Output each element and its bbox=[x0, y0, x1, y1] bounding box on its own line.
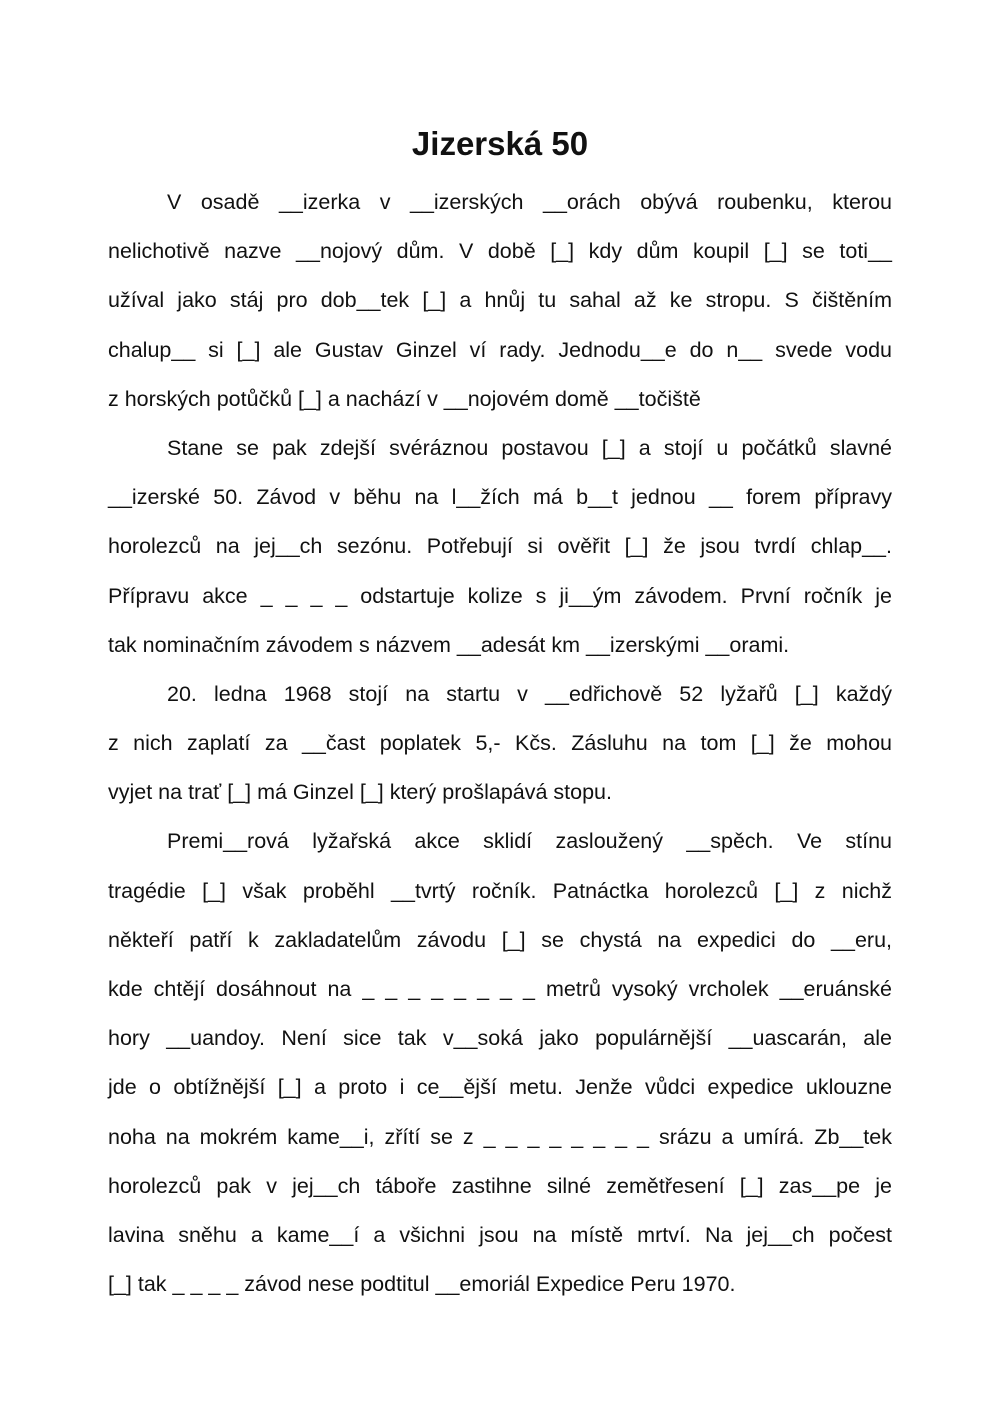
paragraph-1 bbox=[108, 178, 892, 424]
text-line: tak nominačním závodem s názvem __adesát km __izerskými __orami. bbox=[108, 632, 790, 657]
text-line: lavina sněhu a kame__í a všichni jsou na místě mrtví. Na jej__ch počest bbox=[108, 1222, 892, 1247]
text-line: [_] tak _ _ _ _ závod nese podtitul __emoriál Expedice Peru 1970. bbox=[108, 1272, 736, 1297]
text-line: chalup__ si [_] ale Gustav Ginzel ví rady. Jednodu__e do n__ svede vodu bbox=[108, 337, 892, 362]
text-line: horolezců pak v jej__ch táboře zastihne silné zemětřesení [_] zas__pe je bbox=[108, 1173, 892, 1198]
text-line: Premi__rová lyžařská akce sklidí zasloužený __spěch. Ve stínu bbox=[167, 829, 892, 854]
text-line: kde chtějí dosáhnout na _ _ _ _ _ _ _ _ metrů vysoký vrcholek __eruánské bbox=[108, 977, 892, 1001]
text-line: někteří patří k zakladatelům závodu [_] se chystá na expedici do __eru, bbox=[108, 927, 892, 952]
text-line: Přípravu akce _ _ _ _ odstartuje kolize s ji__ým závodem. První ročník je bbox=[108, 583, 892, 608]
text-line: horolezců na jej__ch sezónu. Potřebují si ověřit [_] že jsou tvrdí chlap__. bbox=[108, 534, 892, 559]
document-page bbox=[108, 118, 892, 1309]
paragraph-4 bbox=[108, 817, 892, 1309]
page-title: Jizerská 50 bbox=[411, 125, 589, 162]
text-line: V osadě __izerka v __izerských __orách obývá roubenku, kterou bbox=[167, 190, 892, 214]
text-line: Stane se pak zdejší svéráznou postavou [_] a stojí u počátků slavné bbox=[167, 435, 892, 460]
text-line: __izerské 50. Závod v běhu na l__žích má b__t jednou __ forem přípravy bbox=[108, 485, 892, 510]
text-line: z horských potůčků [_] a nachází v __nojovém domě __točiště bbox=[108, 386, 701, 411]
text-line: užíval jako stáj pro dob__tek [_] a hnůj tu sahal až ke stropu. S čištěním bbox=[108, 288, 892, 313]
text-line: hory __uandoy. Není sice tak v__soká jako populárnější __uascarán, ale bbox=[108, 1026, 892, 1051]
text-line: jde o obtížnější [_] a proto i ce__ější metu. Jenže vůdci expedice uklouzne bbox=[108, 1075, 892, 1100]
paragraph-2 bbox=[108, 424, 892, 670]
text-line: noha na mokrém kame__i, zřítí se z _ _ _ _ _ _ _ _ srázu a umírá. Zb__tek bbox=[108, 1124, 892, 1149]
paragraph-3 bbox=[108, 670, 892, 818]
text-line: 20. ledna 1968 stojí na startu v __edřichově 52 lyžařů [_] každý bbox=[167, 681, 892, 706]
text-line: vyjet na trať [_] má Ginzel [_] který prošlapává stopu. bbox=[108, 780, 612, 805]
text-line: nelichotivě nazve __nojový dům. V době [_] kdy dům koupil [_] se toti__ bbox=[108, 239, 892, 264]
text-line: tragédie [_] však proběhl __tvrtý ročník. Patnáctka horolezců [_] z nichž bbox=[108, 878, 892, 903]
text-line: z nich zaplatí za __čast poplatek 5,- Kčs. Zásluhu na tom [_] že mohou bbox=[108, 731, 892, 756]
